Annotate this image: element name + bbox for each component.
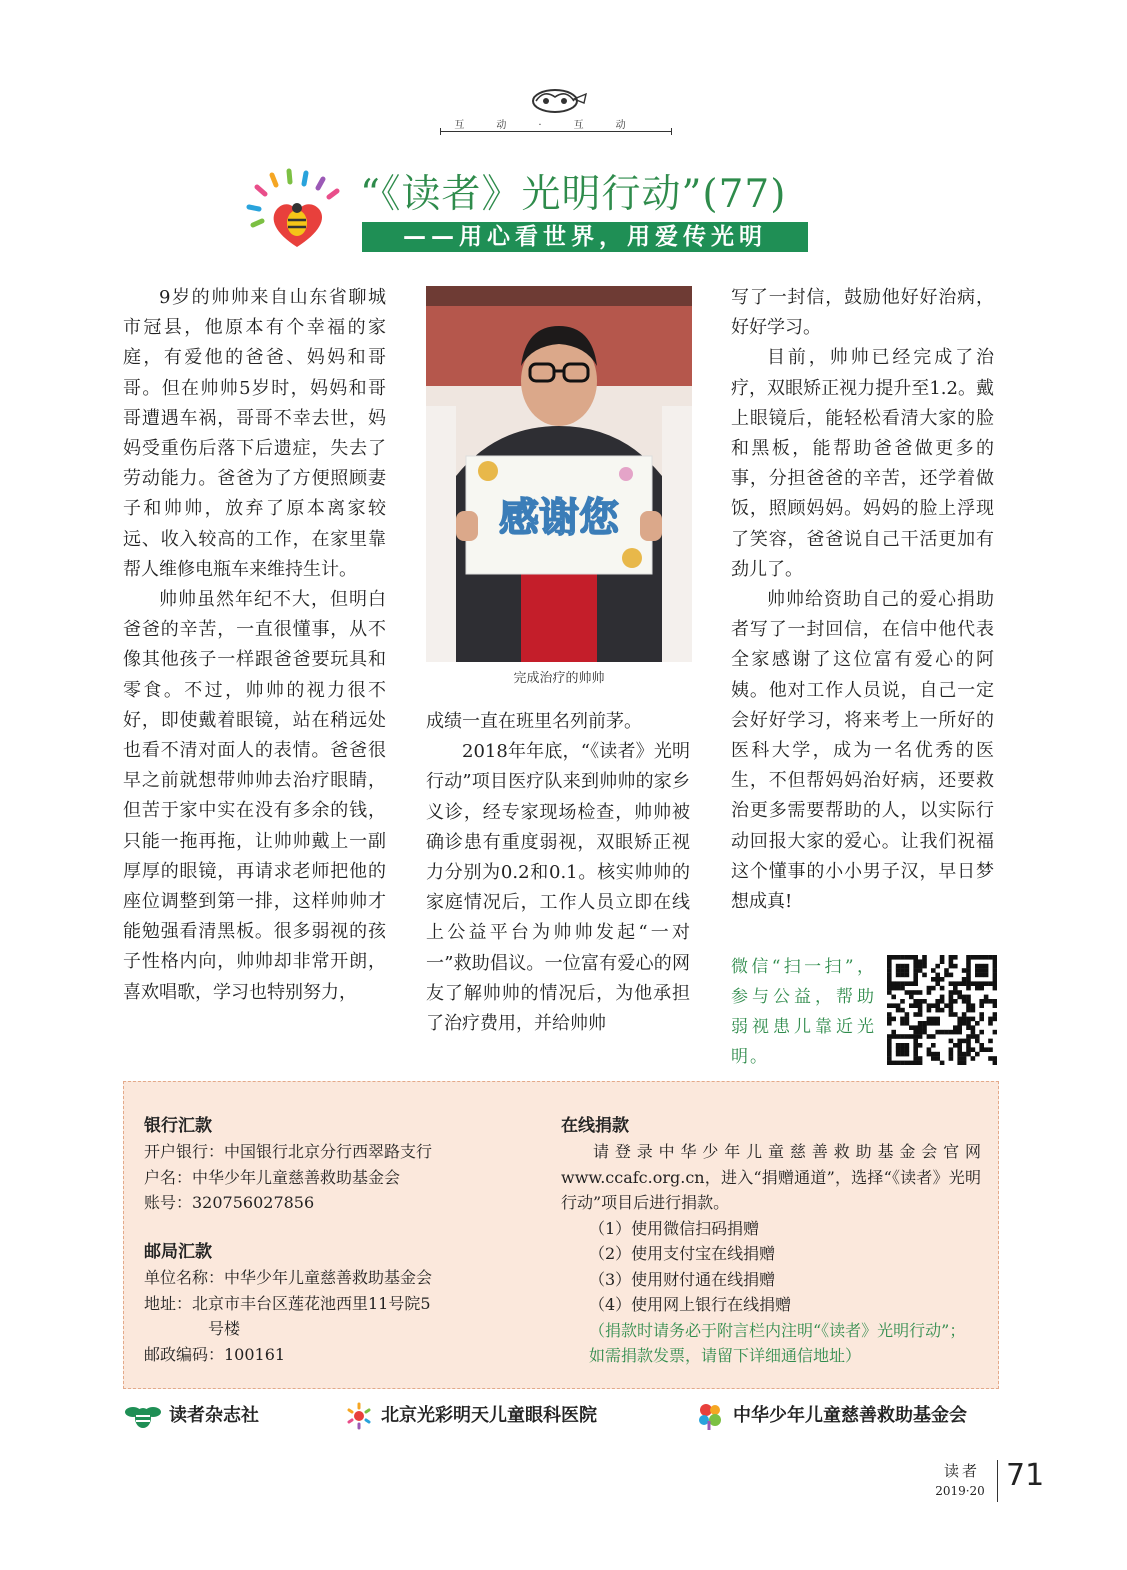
- footer-divider: [997, 1460, 998, 1502]
- sponsor-name: 中华少年儿童慈善救助基金会: [733, 1405, 967, 1426]
- page-number: 71: [1006, 1458, 1045, 1493]
- article-column-3: [731, 283, 994, 917]
- online-note: （捐款时请务必于附言栏内注明“《读者》光明行动”；如需捐款发票，请留下详细通信地址）: [589, 1320, 966, 1365]
- foundation-logo-icon: [695, 1401, 725, 1431]
- paragraph: 帅帅给资助自己的爱心捐助者写了一封回信，在信中他代表全家感谢了这位富有爱心的阿姨。他对工作人员说，自己一定会好好学习，将来考上一所好的医科大学，成为一名优秀的医生，不但帮妈妈治好病，还要救治更多需要帮助的人，以实际行动回报大家的爱心。让我们祝福这个懂事的小小男子汉，早日梦想成真!: [731, 589, 994, 913]
- bank-line: 开户银行：中国银行北京分行西翠路支行: [144, 1142, 433, 1161]
- qr-code-icon[interactable]: [887, 955, 997, 1065]
- article-title: “《读者》光明行动”(77): [360, 172, 787, 217]
- bee-heart-logo-icon: [245, 167, 350, 252]
- bee-logo-icon: [125, 1402, 161, 1430]
- sponsor-name: 北京光彩明天儿童眼科医院: [381, 1405, 597, 1426]
- article-column-2: [426, 707, 690, 1039]
- boy-holding-sign-illustration: [426, 286, 692, 662]
- section-header: [440, 85, 672, 133]
- photo-caption: 完成治疗的帅帅: [513, 671, 605, 686]
- sponsor-charity-foundation: [695, 1401, 967, 1431]
- post-line: 单位名称：中华少年儿童慈善救助基金会: [144, 1268, 433, 1287]
- online-option: （1）使用微信扫码捐赠: [589, 1218, 760, 1238]
- online-option: （3）使用财付通在线捐赠: [589, 1269, 776, 1289]
- footer-issue: 2019·20: [935, 1484, 985, 1498]
- paragraph: 帅帅虽然年纪不大，但明白爸爸的辛苦，一直很懂事，从不像其他孩子一样跟爸爸要玩具和零食。不过，帅帅的视力很不好，即使戴着眼镜，站在稍远处也看不清对面人的表情。爸爸很早之前就想带帅帅去治疗眼睛，但苦于家中实在没有多余的钱，只能一拖再拖，让帅帅戴上一副厚厚的眼镜，再请求老师把他的座位调整到第一排，这样帅帅才能勉强看清黑板。很多弱视的孩子性格内向，帅帅却非常开朗，喜欢唱歌，学习也特别努力，: [123, 589, 386, 1003]
- article-photo: [426, 286, 692, 662]
- donation-info-box: [123, 1081, 999, 1389]
- photo-sign-text: 感谢您: [499, 495, 619, 541]
- post-transfer-section: [144, 1240, 524, 1367]
- paragraph: 9岁的帅帅来自山东省聊城市冠县，他原本有个幸福的家庭，有爱他的爸爸、妈妈和哥哥。但在帅帅5岁时，妈妈和哥哥遭遇车祸，哥哥不幸去世，妈妈受重伤后落下后遗症，失去了劳动能力。爸爸为了方便照顾妻子和帅帅，放弃了原本离家较远、收入较高的工作，在家里靠帮人维修电瓶车来维持生计。: [123, 287, 386, 580]
- qr-note: 微信“扫一扫”，参与公益，帮助弱视患儿靠近光明。: [731, 957, 876, 1067]
- sponsor-name: 读者杂志社: [169, 1405, 259, 1426]
- post-zipcode: 邮政编码：100161: [144, 1344, 286, 1364]
- paragraph: 写了一封信，鼓励他好好治病，好好学习。: [731, 287, 994, 339]
- magazine-logo-icon: [522, 85, 588, 115]
- post-line: 号楼: [208, 1319, 241, 1338]
- bank-account: 账号：320756027856: [144, 1193, 315, 1212]
- article-subtitle: ——用心看世界，用爱传光明: [403, 224, 767, 250]
- post-heading: 邮局汇款: [144, 1242, 212, 1262]
- bank-transfer-section: [144, 1114, 524, 1216]
- online-donation-section: [561, 1114, 981, 1369]
- paragraph: 成绩一直在班里名列前茅。: [426, 711, 642, 732]
- bank-line: 户名：中华少年儿童慈善救助基金会: [144, 1167, 401, 1187]
- subtitle-bar: [362, 222, 808, 252]
- online-option: （4）使用网上银行在线捐赠: [589, 1295, 792, 1314]
- hospital-logo-icon: [345, 1402, 373, 1430]
- paragraph: 2018年年底，“《读者》光明行动”项目医疗队来到帅帅的家乡义诊，经专家现场检查，帅帅被确诊患有重度弱视，双眼矫正视力分别为0.2和0.1。核实帅帅的家庭情况后，工作人员立即在线上公益平台为帅帅发起“一对一”救助倡议。一位富有爱心的网友了解帅帅的情况后，为他承担了治疗费用，并给帅帅: [426, 741, 690, 1035]
- online-intro: 请登录中华少年儿童慈善救助基金会官网www.ccafc.org.cn，进入“捐赠通道”，选择“《读者》光明行动”项目后进行捐款。: [561, 1142, 981, 1212]
- online-heading: 在线捐款: [561, 1116, 629, 1136]
- online-option: （2）使用支付宝在线捐赠: [589, 1244, 776, 1263]
- section-rule: [440, 131, 672, 132]
- post-line: 地址：北京市丰台区莲花池西里11号院5: [144, 1293, 431, 1313]
- article-column-1: [123, 283, 386, 1008]
- sponsor-eye-hospital: [345, 1401, 597, 1430]
- section-label: 互动·互动: [454, 120, 658, 131]
- footer-magazine-name: 读者: [943, 1462, 980, 1480]
- sponsor-reader-magazine: [125, 1401, 259, 1430]
- paragraph: 目前，帅帅已经完成了治疗，双眼矫正视力提升至1.2。戴上眼镜后，能轻松看清大家的脸和黑板，能帮助爸爸做更多的事，分担爸爸的辛苦，还学着做饭，照顾妈妈。妈妈的脸上浮现了笑容，爸爸说自己干活更加有劲儿了。: [731, 347, 994, 580]
- bank-heading: 银行汇款: [144, 1116, 212, 1136]
